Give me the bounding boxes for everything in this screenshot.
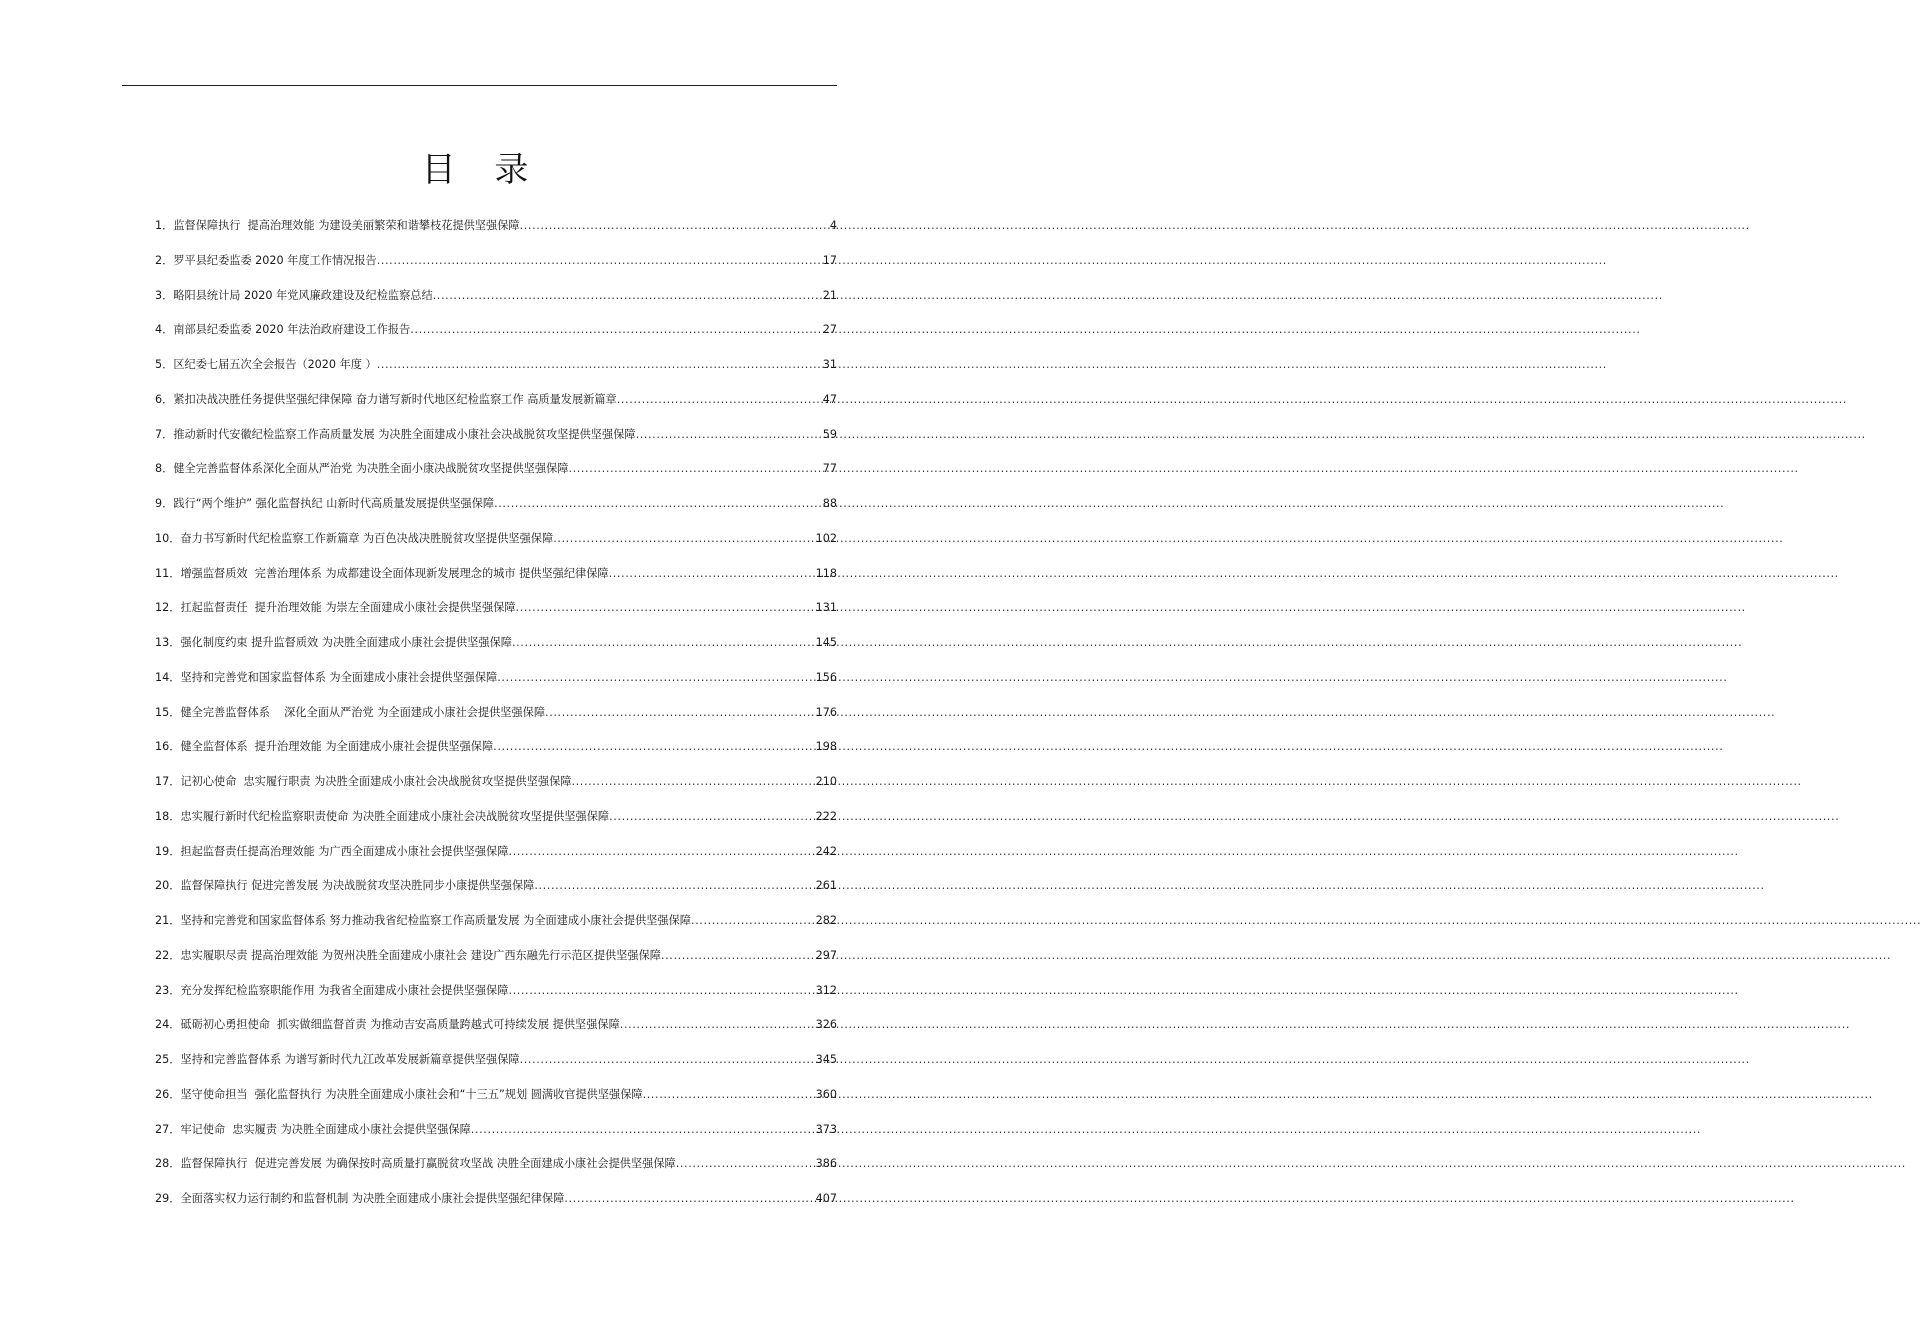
- toc-entry-page: 360: [815, 1087, 837, 1101]
- toc-entry-page: 345: [815, 1053, 837, 1066]
- page-title: 目 录: [421, 150, 543, 190]
- toc-entry-page: 297: [815, 948, 837, 962]
- toc-entry-page: 59: [822, 427, 837, 441]
- toc-entry[interactable]: [155, 771, 837, 806]
- toc-dot-leader: [620, 1014, 815, 1036]
- toc-entry-title: 推动新时代安徽纪检监察工作高质量发展 为决胜全面建成小康社会决战脱贫攻坚提供坚强保障: [173, 427, 636, 441]
- toc-entry-number: 17．: [155, 775, 181, 788]
- toc-dot-leader: [617, 389, 822, 411]
- toc-entry-page: 17: [822, 253, 837, 267]
- toc-entry[interactable]: [155, 910, 837, 945]
- toc-entry[interactable]: [155, 702, 837, 737]
- toc-dot-leader: [676, 1153, 815, 1175]
- toc-entry-number: 23．: [155, 983, 181, 997]
- toc-entry[interactable]: [155, 806, 837, 841]
- toc-entry-title: 南部县纪委监委 2020 年法治政府建设工作报告: [173, 323, 411, 337]
- toc-dot-leader: [568, 458, 821, 480]
- toc-entry-title: 忠实履行新时代纪检监察职责使命 为决胜全面建成小康社会决战脱贫攻坚提供坚强保障: [180, 809, 610, 823]
- header-rule: [122, 85, 837, 86]
- toc-entry[interactable]: [155, 1119, 837, 1154]
- toc-entry-number: 10．: [155, 531, 181, 545]
- toc-entry-number: 21．: [155, 914, 181, 927]
- toc-dot-leader: [433, 285, 822, 307]
- toc-entry-page: 102: [815, 531, 837, 545]
- toc-entry[interactable]: [155, 841, 837, 876]
- toc-entry-title: 担起监督责任提高治理效能 为广西全面建成小康社会提供坚强保障: [180, 844, 509, 858]
- toc-entry-number: 18．: [155, 809, 181, 823]
- toc-entry-title: 健全完善监督体系 深化全面从严治党 为全面建成小康社会提供坚强保障: [180, 705, 546, 719]
- toc-entry-page: 131: [815, 601, 837, 615]
- toc-entry-title: 忠实履职尽责 提高治理效能 为贺州决胜全面建成小康社会 建设广西东融先行示范区提供坚强保障: [180, 948, 661, 962]
- toc-entry-page: 21: [822, 288, 837, 302]
- toc-entry[interactable]: [155, 458, 837, 493]
- toc-dot-leader: [534, 875, 814, 897]
- toc-entry-title: 扛起监督责任 提升治理效能 为崇左全面建成小康社会提供坚强保障: [180, 601, 516, 615]
- toc-entry[interactable]: [155, 1084, 837, 1119]
- toc-entry-number: 12．: [155, 601, 181, 615]
- toc-dot-leader: [497, 667, 814, 689]
- toc-dot-leader: [520, 215, 829, 237]
- toc-dot-leader: [377, 354, 822, 376]
- toc-dot-leader: [609, 806, 815, 828]
- toc-entry-title: 监督保障执行 促进完善发展 为确保按时高质量打赢脱贫攻坚战 决胜全面建成小康社会提供坚强保障: [180, 1157, 676, 1171]
- toc-entry[interactable]: [155, 736, 837, 771]
- toc-entry-title: 监督保障执行 促进完善发展 为决战脱贫攻坚决胜同步小康提供坚强保障: [180, 879, 535, 893]
- toc-entry-title: 监督保障执行 提高治理效能 为建设美丽繁荣和谐攀枝花提供坚强保障: [173, 219, 520, 232]
- toc-dot-leader: [643, 1084, 815, 1106]
- toc-entry[interactable]: [155, 528, 837, 563]
- toc-dot-leader: [493, 736, 814, 758]
- toc-entry-title: 全面落实权力运行制约和监督机制 为决胜全面建成小康社会提供坚强纪律保障: [180, 1192, 565, 1205]
- toc-entry-page: 88: [822, 497, 837, 510]
- toc-entry-page: 312: [815, 983, 837, 997]
- toc-entry-number: 25．: [155, 1053, 181, 1066]
- toc-dot-leader: [494, 493, 822, 515]
- toc-entry-number: 13．: [155, 636, 181, 649]
- toc-entry-page: 386: [815, 1157, 837, 1171]
- toc-dot-leader: [410, 319, 821, 341]
- toc-dot-leader: [553, 528, 814, 550]
- toc-entry-number: 4．: [155, 323, 174, 337]
- toc-entry-title: 区纪委七届五次全会报告（2020 年度 ）: [173, 358, 377, 371]
- toc-entry-page: 407: [815, 1192, 837, 1205]
- toc-dot-leader: [661, 945, 815, 967]
- toc-dot-leader: [636, 424, 822, 446]
- toc-entry-title: 紧扣决战决胜任务提供坚强纪律保障 奋力谱写新时代地区纪检监察工作 高质量发展新篇章: [173, 392, 617, 406]
- toc-entry-title: 增强监督质效 完善治理体系 为成都建设全面体现新发展理念的城市 提供坚强纪律保障: [180, 566, 609, 580]
- toc-entry[interactable]: [155, 1153, 837, 1188]
- toc-dot-leader: [520, 1049, 815, 1071]
- toc-entry[interactable]: [155, 632, 837, 667]
- toc-entry[interactable]: [155, 215, 837, 250]
- toc-entry-title: 奋力书写新时代纪检监察工作新篇章 为百色决战决胜脱贫攻坚提供坚强保障: [180, 531, 554, 545]
- toc-entry-page: 326: [815, 1018, 837, 1032]
- toc-entry-number: 15．: [155, 705, 181, 719]
- toc-entry-title: 健全完善监督体系深化全面从严治党 为决胜全面小康决战脱贫攻坚提供坚强保障: [173, 462, 569, 476]
- toc-entry[interactable]: [155, 667, 837, 702]
- toc-entry-number: 11．: [155, 566, 181, 580]
- toc-dot-leader: [508, 980, 814, 1002]
- toc-entry-number: 6．: [155, 392, 174, 406]
- toc-entry-title: 坚持和完善党和国家监督体系 为全面建成小康社会提供坚强保障: [180, 670, 498, 684]
- toc-entry[interactable]: [155, 389, 837, 424]
- toc-entry-number: 8．: [155, 462, 174, 476]
- toc-entry[interactable]: [155, 285, 837, 320]
- toc-entry-title: 强化制度约束 提升监督质效 为决胜全面建成小康社会提供坚强保障: [180, 636, 512, 649]
- toc-entry[interactable]: [155, 1014, 837, 1049]
- toc-entry-number: 9．: [155, 497, 174, 510]
- toc-entry-page: 31: [822, 358, 837, 371]
- toc-entry[interactable]: [155, 875, 837, 910]
- toc-dot-leader: [691, 910, 815, 932]
- toc-dot-leader: [545, 702, 815, 724]
- toc-entry-number: 3．: [155, 288, 174, 302]
- toc-entry-title: 充分发挥纪检监察职能作用 为我省全面建成小康社会提供坚强保障: [180, 983, 509, 997]
- toc-entry[interactable]: [155, 319, 837, 354]
- toc-entry-title: 践行“两个维护” 强化监督执纪 山新时代高质量发展提供坚强保障: [173, 497, 495, 510]
- toc-entry-page: 156: [815, 670, 837, 684]
- toc-entry-page: 4: [829, 219, 837, 232]
- toc-entry[interactable]: [155, 493, 837, 528]
- toc-entry-page: 373: [815, 1122, 837, 1136]
- toc-dot-leader: [564, 1188, 814, 1210]
- toc-entry-title: 坚守使命担当 强化监督执行 为决胜全面建成小康社会和“十三五”规划 圆满收官提供坚强保障: [180, 1087, 643, 1101]
- toc-entry-page: 261: [815, 879, 837, 893]
- toc-entry-title: 罗平县纪委监委 2020 年度工作情况报告: [173, 253, 377, 267]
- toc-entry-number: 5．: [155, 358, 174, 371]
- toc-dot-leader: [512, 632, 815, 654]
- toc-entry[interactable]: [155, 945, 837, 980]
- toc-entry-title: 坚持和完善党和国家监督体系 努力推动我省纪检监察工作高质量发展 为全面建成小康社会提供坚强保障: [180, 914, 691, 927]
- toc-entry-page: 145: [815, 636, 837, 649]
- toc-entry-number: 19．: [155, 844, 181, 858]
- toc-dot-leader: [609, 563, 815, 585]
- toc-entry-page: 176: [815, 705, 837, 719]
- toc-entry-number: 22．: [155, 948, 181, 962]
- toc-entry-number: 28．: [155, 1157, 181, 1171]
- toc-entry-number: 7．: [155, 427, 174, 441]
- toc-entry-number: 26．: [155, 1087, 181, 1101]
- toc-entry-number: 14．: [155, 670, 181, 684]
- toc-dot-leader: [516, 597, 815, 619]
- toc-entry-number: 1．: [155, 219, 174, 232]
- toc-entry-title: 牢记使命 忠实履责 为决胜全面建成小康社会提供坚强保障: [180, 1122, 471, 1136]
- toc-entry-number: 24．: [155, 1018, 181, 1032]
- toc-entry[interactable]: [155, 563, 837, 598]
- toc-entry-title: 砥砺初心勇担使命 抓实做细监督首责 为推动吉安高质量跨越式可持续发展 提供坚强保障: [180, 1018, 620, 1032]
- toc-entry-title: 坚持和完善监督体系 为谱写新时代九江改革发展新篇章提供坚强保障: [180, 1053, 520, 1066]
- toc-entry[interactable]: [155, 250, 837, 285]
- toc-entry-page: 198: [815, 740, 837, 754]
- toc-entry-page: 118: [815, 566, 837, 580]
- toc-dot-leader: [508, 841, 814, 863]
- toc-entry[interactable]: [155, 424, 837, 459]
- toc-entry[interactable]: [155, 597, 837, 632]
- toc-entry-page: 210: [815, 775, 837, 788]
- toc-entry-number: 29．: [155, 1192, 181, 1205]
- toc-entry-page: 242: [815, 844, 837, 858]
- toc-entry-number: 27．: [155, 1122, 181, 1136]
- toc-entry[interactable]: [155, 980, 837, 1015]
- table-of-contents: [155, 215, 837, 1223]
- toc-entry-page: 27: [822, 323, 837, 337]
- toc-entry-page: 47: [822, 392, 837, 406]
- toc-dot-leader: [377, 250, 822, 272]
- toc-entry-number: 20．: [155, 879, 181, 893]
- toc-entry-page: 77: [822, 462, 837, 476]
- toc-dot-leader: [571, 771, 814, 793]
- toc-entry-title: 记初心使命 忠实履行职责 为决胜全面建成小康社会决战脱贫攻坚提供坚强保障: [180, 775, 572, 788]
- toc-entry-title: 健全监督体系 提升治理效能 为全面建成小康社会提供坚强保障: [180, 740, 494, 754]
- toc-entry-page: 282: [815, 914, 837, 927]
- toc-entry[interactable]: [155, 1188, 837, 1223]
- toc-entry-title: 略阳县统计局 2020 年党风廉政建设及纪检监察总结: [173, 288, 433, 302]
- toc-entry-page: 222: [815, 809, 837, 823]
- toc-entry-number: 2．: [155, 253, 174, 267]
- toc-entry[interactable]: [155, 354, 837, 389]
- toc-entry[interactable]: [155, 1049, 837, 1084]
- toc-entry-number: 16．: [155, 740, 181, 754]
- toc-dot-leader: [471, 1119, 815, 1141]
